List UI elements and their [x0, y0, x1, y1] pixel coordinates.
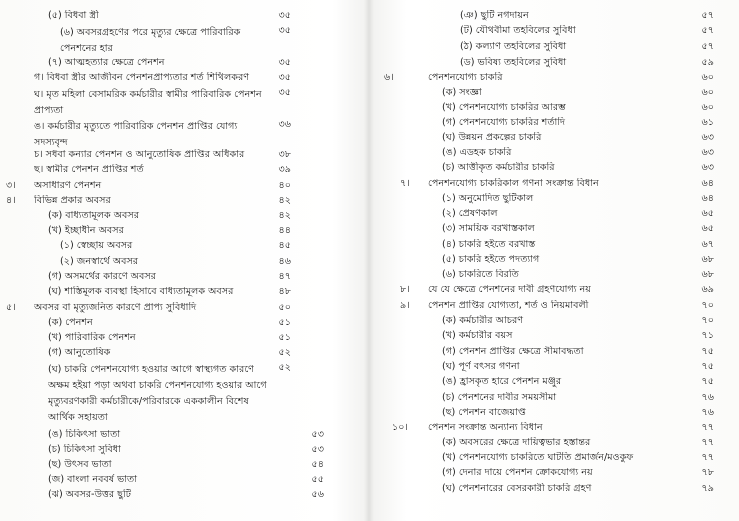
- toc-entry: [378, 269, 739, 281]
- toc-entry-page-number: ৫৭: [701, 10, 714, 21]
- toc-entry-number: ৩।: [6, 180, 16, 191]
- toc-entry-number: ৯।: [400, 300, 410, 311]
- toc-entry: [378, 315, 739, 327]
- toc-entry-title: (৪) চাকরি হইতে বরখাস্ত: [442, 239, 536, 250]
- toc-entry-page-number: ৭৭: [701, 422, 714, 433]
- toc-entry: [378, 361, 739, 373]
- toc-entry-page-number: ৭০: [701, 300, 714, 311]
- toc-entry: [378, 178, 739, 190]
- toc-entry-page-number: ৭৬: [701, 392, 714, 403]
- toc-entry-title: পেনশন প্রাপ্তির যোগ্যতা, শর্ত ও নিয়মাবলী: [428, 300, 589, 311]
- toc-entry-title: বিভিন্ন প্রকার অবসর: [34, 195, 111, 206]
- toc-entry-page-number: ৫৯: [701, 57, 714, 68]
- toc-entry: [378, 483, 739, 495]
- toc-entry-number: ৬।: [384, 72, 394, 83]
- right-page: [378, 0, 739, 521]
- toc-entry-page-number: ৩৯: [278, 164, 291, 175]
- toc-entry: [378, 376, 739, 388]
- toc-entry-title: (গ) অসমর্থের কারণে অবসর: [48, 271, 156, 282]
- toc-entry-title: (ঝ) অবসর-উত্তর ছুটি: [48, 489, 131, 500]
- toc-entry-page-number: ৫২: [278, 347, 291, 358]
- toc-entry-title: গ। বিধবা স্ত্রীর আজীবন পেনশনপ্রাপ্যতার শর্ত শিথিলকরণ: [34, 72, 250, 83]
- toc-entry-page-number: ৬৩: [701, 132, 714, 143]
- toc-entry-title: (ঘ) শাস্তিমূলক ব্যবস্থা হিসাবে বাধ্যতামূলক অবসর: [48, 286, 234, 297]
- toc-entry-page-number: ৫০: [278, 302, 291, 313]
- toc-entry: [0, 210, 360, 222]
- toc-entry-page-number: ৬০: [701, 72, 714, 83]
- toc-entry-title: (ঠ) কল্যাণ তহবিলের সুবিধা: [460, 41, 567, 52]
- toc-entry-page-number: ৬৫: [701, 208, 714, 219]
- toc-entry-title: (গ) আনুতোষিক: [48, 347, 111, 358]
- toc-entry-page-number: ৬৯: [701, 284, 714, 295]
- toc-entry-title: ঙ। কর্মচারীর মৃত্যুতে পারিবারিক পেনশন প্রাপ্তির যোগ্য সদস্যবৃন্দ: [34, 121, 238, 148]
- toc-entry-title: (ড) ভবিষ্য তহবিলের সুবিধা: [460, 57, 567, 68]
- toc-entry-title: যে যে ক্ষেত্রে পেনশনের দাবী গ্রহণযোগ্য নয়: [428, 284, 591, 295]
- toc-entry-title: (খ) পেনশনযোগ্য চাকরিতে ঘাটতি প্রমার্জন/মওকুফ: [442, 452, 634, 463]
- toc-entry-page-number: ৩৫: [278, 72, 291, 83]
- toc-entry: [378, 87, 739, 99]
- toc-entry: [0, 459, 360, 471]
- toc-entry-title: (ঙ) এডহক চাকরি: [442, 147, 512, 158]
- toc-entry: [378, 162, 739, 174]
- toc-entry-title: (ট) যৌথবীমা তহবিলের সুবিধা: [460, 25, 576, 36]
- toc-entry: [378, 117, 739, 129]
- toc-entry: [0, 302, 360, 314]
- toc-entry: [378, 407, 739, 419]
- toc-entry-title: (চ) পেনশনের দাবীর সময়সীমা: [442, 392, 557, 403]
- toc-entry-page-number: ৭৫: [701, 346, 714, 357]
- toc-entry-page-number: ৩৮: [278, 149, 291, 160]
- toc-entry-title: পেনশনযোগ্য চাকরি: [428, 72, 503, 83]
- toc-entry-title: (ক) অবসরের ক্ষেত্রে দায়িত্বভার হস্তান্তর: [442, 437, 591, 448]
- toc-entry: [0, 489, 360, 501]
- toc-entry: [0, 474, 360, 486]
- toc-entry: [0, 72, 360, 84]
- toc-entry-title: (গ) দেনার দায়ে পেনশন ক্রোকযোগ্য নয়: [442, 467, 593, 478]
- toc-entry-title: (ক) সংজ্ঞা: [442, 87, 482, 98]
- toc-entry: [0, 195, 360, 207]
- toc-entry-page-number: ৬০: [701, 102, 714, 113]
- toc-entry: [378, 452, 739, 464]
- toc-entry-page-number: ৭৫: [701, 376, 714, 387]
- toc-entry-title: (গ) পেনশন প্রাপ্তির ক্ষেত্রে সীমাবদ্ধতা: [442, 346, 584, 357]
- toc-entry-page-number: ৭৭: [701, 437, 714, 448]
- toc-entry: [0, 429, 360, 441]
- toc-entry-title: (২) প্রেষণকাল: [442, 208, 498, 219]
- toc-entry-title: (৬) চাকরিতে বিরতি: [442, 269, 519, 280]
- toc-entry-title: (৩) সাময়িক বরখাস্তকাল: [442, 223, 535, 234]
- toc-entry-page-number: ৭১: [701, 330, 714, 341]
- toc-entry-page-number: ৭৫: [701, 361, 714, 372]
- toc-entry-page-number: ৭৯: [701, 483, 714, 494]
- toc-entry-page-number: ৭৮: [701, 467, 714, 478]
- toc-entry-page-number: ৫৬: [311, 489, 324, 500]
- toc-entry: [378, 147, 739, 159]
- toc-entry-page-number: ৫৩: [311, 429, 324, 440]
- toc-entry: [378, 239, 739, 251]
- toc-entry-title: (ঘ) উন্নয়ন প্রকল্পের চাকরি: [442, 132, 542, 143]
- toc-entry: [378, 41, 739, 53]
- toc-entry: [378, 346, 739, 358]
- toc-entry-title: ছ। স্বামীর পেনশন প্রাপ্তির শর্ত: [34, 164, 144, 175]
- toc-entry: [0, 225, 360, 237]
- toc-entry: [0, 317, 360, 329]
- toc-entry-page-number: ৬৪: [701, 193, 714, 204]
- toc-entry-page-number: ৫৪: [311, 459, 324, 470]
- toc-entry-page-number: ৪৭: [278, 271, 291, 282]
- toc-entry-page-number: ৭৭: [701, 452, 714, 463]
- toc-entry-page-number: ৫১: [278, 332, 291, 343]
- toc-entry-title: (ঘ) চাকরি পেনশনযোগ্য হওয়ার আগে স্বাস্থ্যগত কারণে অক্ষম হইয়া পড়া অথবা চাকরি পেনশনযোগ্য হওয়ার আগে মৃত্যুবরণকারী কর্মচারীকে/পরিবারকে এককালীন বিশেষ আর্থিক সহায়তা: [48, 364, 267, 423]
- toc-entry-number: ৫।: [6, 302, 16, 313]
- toc-entry-title: (ঙ) চিকিৎসা ভাতা: [48, 429, 121, 440]
- toc-entry-page-number: ৬৮: [701, 269, 714, 280]
- toc-entry-title: (১) স্বেচ্ছায় অবসর: [60, 240, 133, 251]
- toc-entry-title: (ছ) উৎসব ভাতা: [48, 459, 112, 470]
- page-gutter: [364, 0, 374, 521]
- toc-entry-page-number: ৬৪: [701, 178, 714, 189]
- toc-entry: [378, 467, 739, 479]
- toc-entry-page-number: ৫১: [278, 317, 291, 328]
- toc-entry: [0, 180, 360, 192]
- toc-entry-title: (খ) কর্মচারীর বয়স: [442, 330, 513, 341]
- toc-entry-page-number: ৬৩: [701, 162, 714, 173]
- toc-entry-title: (ঞ) ছুটি নগদায়ন: [460, 10, 529, 21]
- toc-entry: [0, 271, 360, 283]
- toc-entry-page-number: ৬১: [701, 117, 714, 128]
- toc-entry-title: (গ) পেনশনযোগ্য চাকরির শর্তাদি: [442, 117, 566, 128]
- toc-entry-page-number: ৭৬: [701, 407, 714, 418]
- toc-entry-title: (১) অনুমোদিত ছুটিকাল: [442, 193, 534, 204]
- toc-entry-page-number: ৩৫: [278, 87, 291, 98]
- toc-entry: [378, 132, 739, 144]
- toc-entry-page-number: ৫২: [278, 362, 291, 373]
- toc-entry-title: (জ) বাংলা নববর্ষ ভাতা: [48, 474, 138, 485]
- toc-entry-page-number: ৩৫: [278, 10, 291, 21]
- toc-entry: [0, 10, 360, 22]
- toc-entry: [378, 300, 739, 312]
- toc-entry-page-number: ৪২: [278, 210, 291, 221]
- toc-entry-page-number: ৪৮: [278, 286, 291, 297]
- toc-entry: [0, 286, 360, 298]
- toc-entry: [0, 240, 360, 252]
- toc-entry: [378, 284, 739, 296]
- toc-entry: [0, 347, 360, 359]
- toc-entry-title: (ঘ) পেনশনারের বেসরকারী চাকরি গ্রহণ: [442, 483, 592, 494]
- toc-entry-title: (ক) কর্মচারীর আচরণ: [442, 315, 524, 326]
- toc-entry-title: অসাধারণ পেনশন: [34, 180, 102, 191]
- toc-entry-page-number: ৪০: [278, 180, 291, 191]
- toc-entry-title: ঘ। মৃত মহিলা বেসামরিক কর্মচারীর স্বামীর পারিবারিক পেনশন প্রাপ্যতা: [34, 89, 262, 116]
- toc-entry-title: (চ) চিকিৎসা সুবিধা: [48, 444, 121, 455]
- toc-entry: [378, 223, 739, 235]
- toc-entry-page-number: ৬৮: [701, 254, 714, 265]
- toc-entry-title: (৫) বিধবা স্ত্রী: [48, 10, 99, 21]
- toc-entry: [0, 25, 360, 57]
- toc-entry-page-number: ৪৫: [278, 240, 291, 251]
- toc-entry: [378, 208, 739, 220]
- toc-entry-page-number: ৬৩: [701, 147, 714, 158]
- toc-entry: [378, 437, 739, 449]
- toc-entry-title: (খ) পেনশনযোগ্য চাকরির আরম্ভ: [442, 102, 566, 113]
- toc-entry-title: (৭) আত্মহত্যার ক্ষেত্রে পেনশন: [48, 57, 165, 68]
- toc-entry-page-number: ৫৭: [701, 25, 714, 36]
- toc-entry: [378, 25, 739, 37]
- toc-entry: [0, 119, 360, 151]
- left-page: [0, 0, 360, 521]
- toc-entry: [378, 330, 739, 342]
- toc-entry: [0, 149, 360, 161]
- toc-entry: [378, 392, 739, 404]
- toc-entry-title: (ঘ) পূর্ণ বৎসর গণনা: [442, 361, 520, 372]
- toc-entry: [378, 422, 739, 434]
- toc-entry: [0, 256, 360, 268]
- toc-entry: [0, 332, 360, 344]
- toc-entry-title: (ক) বাধ্যতামূলক অবসর: [48, 210, 140, 221]
- toc-entry: [0, 57, 360, 69]
- toc-entry-title: (ক) পেনশন: [48, 317, 93, 328]
- toc-entry-number: ৭।: [400, 178, 410, 189]
- toc-entry-number: ৪।: [6, 195, 16, 206]
- toc-entry: [378, 72, 739, 84]
- toc-entry-number: ৮।: [400, 284, 410, 295]
- toc-entry-page-number: ৫৩: [311, 444, 324, 455]
- toc-entry-title: (৫) চাকরি হইতে পদত্যাগ: [442, 254, 540, 265]
- toc-entry: [378, 57, 739, 69]
- toc-entry-title: অবসর বা মৃত্যুজনিত কারণে প্রাপ্য সুবিধাদি: [34, 302, 197, 313]
- toc-entry: [378, 254, 739, 266]
- toc-entry: [0, 444, 360, 456]
- toc-entry-title: (চ) আত্তীকৃত কর্মচারীর চাকরি: [442, 162, 555, 173]
- toc-entry-page-number: ৪৪: [278, 225, 291, 236]
- toc-entry-title: চ। সধবা কন্যার পেনশন ও আনুতোষিক প্রাপ্তির অধিকার: [34, 149, 245, 160]
- toc-entry: [378, 10, 739, 22]
- toc-entry-title: পেনশনযোগ্য চাকরিকাল গণনা সংক্রান্ত বিধান: [428, 178, 599, 189]
- toc-entry: [0, 164, 360, 176]
- toc-entry-page-number: ৩৬: [278, 119, 291, 130]
- toc-entry-number: ১০।: [392, 422, 408, 433]
- toc-entry-page-number: ৭০: [701, 315, 714, 326]
- toc-entry: [378, 193, 739, 205]
- toc-entry-page-number: ৪৬: [278, 256, 291, 267]
- toc-entry-page-number: ৪২: [278, 195, 291, 206]
- toc-entry: [0, 362, 360, 426]
- toc-entry-title: (খ) পারিবারিক পেনশন: [48, 332, 136, 343]
- toc-entry-title: (ছ) পেনশন বাজেয়াপ্ত: [442, 407, 526, 418]
- toc-entry-title: (ঙ) হ্রাসকৃত হারে পেনশন মঞ্জুর: [442, 376, 562, 387]
- toc-entry-title: পেনশন সংক্রান্ত অন্যান্য বিধান: [428, 422, 543, 433]
- toc-entry-title: (২) জনস্বার্থে অবসর: [60, 256, 139, 267]
- toc-entry-page-number: ৩৫: [278, 25, 291, 36]
- toc-entry-page-number: ৩৫: [278, 57, 291, 68]
- toc-entry-page-number: ৬৭: [701, 239, 714, 250]
- toc-entry-title: (৬) অবসরগ্রহণের পরে মৃত্যুর ক্ষেত্রে পারিবারিক পেনশনের হার: [60, 27, 241, 54]
- toc-entry-page-number: ৫৫: [311, 474, 324, 485]
- toc-entry-page-number: ৬০: [701, 87, 714, 98]
- toc-entry-page-number: ৫৭: [701, 41, 714, 52]
- toc-entry: [0, 87, 360, 119]
- toc-entry-title: (খ) ইচ্ছাধীন অবসর: [48, 225, 124, 236]
- toc-entry-page-number: ৬৫: [701, 223, 714, 234]
- toc-entry: [378, 102, 739, 114]
